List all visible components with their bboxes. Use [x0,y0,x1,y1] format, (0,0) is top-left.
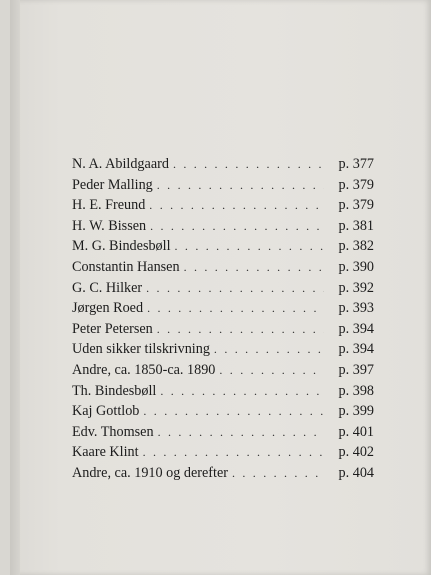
toc-entry [72,298,374,319]
toc-entry-page: p. 398 [338,382,374,399]
toc-entry-page: p. 399 [338,403,374,420]
dot-leader [160,381,324,402]
toc-entry-name: N. A. Abildgaard [72,156,169,172]
toc-entry-page: p. 379 [338,176,374,193]
dot-leader [157,175,324,196]
book-page [10,0,431,575]
dot-leader [157,319,324,340]
table-of-contents [72,154,374,484]
toc-entry [72,381,374,402]
toc-entry [72,216,374,237]
dot-leader [173,154,324,175]
toc-entry-name: Jørgen Roed [72,300,144,317]
toc-entry [72,401,374,422]
dot-leader [143,442,324,463]
toc-entry-page: p. 390 [338,258,374,275]
toc-entry [72,360,374,381]
toc-entry [72,154,374,175]
dot-leader [175,236,324,257]
toc-entry-name: H. E. Freund [72,197,146,214]
toc-entry-name: Andre, ca. 1910 og derefter [72,464,228,481]
dot-leader [143,401,324,422]
toc-entry [72,319,374,340]
toc-entry-page: p. 404 [338,464,374,481]
dot-leader [147,298,324,319]
toc-entry-page: p. 393 [338,300,374,317]
toc-entry-page: p. 401 [338,423,374,440]
toc-entry-name: Peder Malling [72,176,153,193]
toc-entry [72,463,374,484]
toc-entry [72,195,374,216]
dot-leader [150,216,324,237]
toc-entry [72,236,374,257]
toc-entry-name: Th. Bindesbøll [72,382,157,399]
toc-entry-name: Peter Petersen [72,320,153,337]
dot-leader [146,278,324,299]
toc-entry [72,257,374,278]
dot-leader [219,360,324,381]
toc-entry-name: Uden sikker tilskrivning [72,341,210,358]
dot-leader [214,339,324,360]
dot-leader [149,195,324,216]
dot-leader [184,257,324,278]
toc-entry-name: H. W. Bissen [72,217,147,234]
toc-entry-page: p. 379 [338,197,374,214]
toc-entry [72,175,374,196]
toc-entry [72,442,374,463]
toc-entry-name: G. C. Hilker [72,279,143,296]
toc-entry-page: p. 394 [338,320,374,337]
toc-entry-page: p. 402 [338,444,374,461]
toc-entry-page: p. 394 [338,341,374,358]
toc-entry [72,278,374,299]
toc-entry-page: p. 377 [338,156,374,172]
toc-entry-name: Andre, ca. 1850-ca. 1890 [72,361,216,378]
toc-entry [72,339,374,360]
toc-entry-page: p. 397 [338,361,374,378]
toc-entry [72,422,374,443]
toc-entry-name: Kaj Gottlob [72,403,140,420]
toc-entry-name: M. G. Bindesbøll [72,238,171,255]
dot-leader [232,463,324,484]
dot-leader [158,422,324,443]
toc-entry-name: Constantin Hansen [72,258,180,275]
toc-entry-name: Kaare Klint [72,444,139,461]
toc-entry-name: Edv. Thomsen [72,423,154,440]
page-edge [10,0,20,575]
toc-entry-page: p. 381 [338,217,374,234]
toc-entry-page: p. 392 [338,279,374,296]
toc-entry-page: p. 382 [338,238,374,255]
